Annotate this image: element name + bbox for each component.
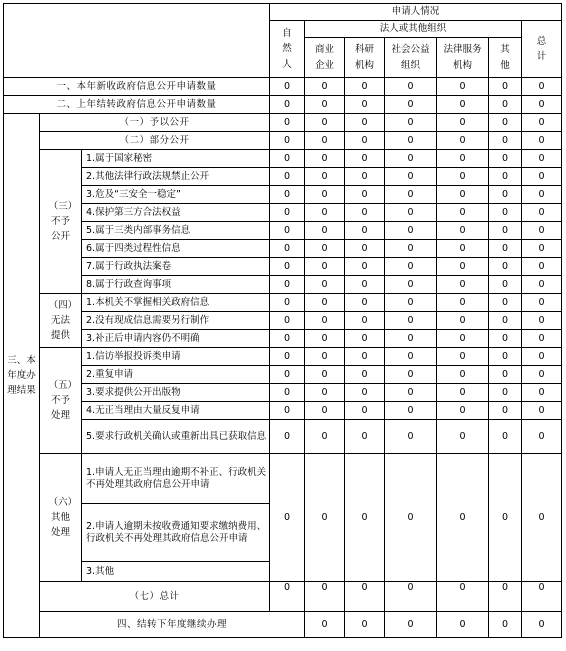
cell: 0 (345, 204, 385, 222)
cell: 0 (385, 132, 437, 150)
cell: 0 (489, 420, 522, 454)
cell: 0 (270, 454, 305, 582)
cell: 0 (345, 240, 385, 258)
cell: 0 (385, 582, 437, 612)
cell: 0 (489, 168, 522, 186)
row-label-s4: （四）无法提供 (40, 294, 82, 348)
cell: 0 (385, 312, 437, 330)
table-row (4, 330, 562, 348)
cell: 0 (385, 168, 437, 186)
cell: 0 (345, 402, 385, 420)
header-total: 总计 (522, 21, 562, 78)
table-row (4, 348, 562, 366)
cell: 0 (305, 204, 345, 222)
cell: 0 (385, 454, 437, 582)
cell: 0 (385, 384, 437, 402)
cell: 0 (305, 132, 345, 150)
cell: 0 (270, 168, 305, 186)
table-row (4, 276, 562, 294)
gov-info-disclosure-table (3, 3, 562, 638)
cell: 0 (305, 402, 345, 420)
cell: 0 (522, 294, 562, 312)
item-label: 4.保护第三方合法权益 (82, 204, 270, 222)
cell: 0 (437, 348, 489, 366)
cell: 0 (385, 294, 437, 312)
item-label: 2.其他法律行政法规禁止公开 (82, 168, 270, 186)
cell: 0 (345, 168, 385, 186)
cell: 0 (345, 582, 385, 612)
header-legal-type: 社会公益组织 (385, 38, 437, 78)
cell: 0 (522, 276, 562, 294)
cell: 0 (385, 402, 437, 420)
row-label-carried-over: 二、上年结转政府信息公开申请数量 (4, 96, 270, 114)
cell: 0 (345, 384, 385, 402)
cell: 0 (385, 366, 437, 384)
cell: 0 (345, 420, 385, 454)
header-blank (4, 4, 270, 78)
cell: 0 (522, 204, 562, 222)
cell: 0 (305, 114, 345, 132)
cell: 0 (270, 258, 305, 276)
cell: 0 (345, 348, 385, 366)
cell: 0 (305, 150, 345, 168)
cell: 0 (522, 402, 562, 420)
cell: 0 (522, 222, 562, 240)
cell: 0 (437, 222, 489, 240)
cell: 0 (437, 312, 489, 330)
cell: 0 (385, 222, 437, 240)
cell: 0 (437, 150, 489, 168)
cell: 0 (305, 276, 345, 294)
table-row (4, 186, 562, 204)
item-label: 3.危及“三安全一稳定” (82, 186, 270, 204)
header-legal-type: 法律服务机构 (437, 38, 489, 78)
cell: 0 (305, 384, 345, 402)
item-label: 4.无正当理由大量反复申请 (82, 402, 270, 420)
cell: 0 (489, 222, 522, 240)
cell: 0 (489, 258, 522, 276)
cell: 0 (437, 204, 489, 222)
cell: 0 (522, 258, 562, 276)
cell: 0 (522, 96, 562, 114)
cell: 0 (305, 78, 345, 96)
cell: 0 (270, 330, 305, 348)
item-label: 8.属于行政查询事项 (82, 276, 270, 294)
cell: 0 (385, 330, 437, 348)
cell: 0 (270, 366, 305, 384)
row-label-s3: （三）不予公开 (40, 150, 82, 294)
item-label: 1.属于国家秘密 (82, 150, 270, 168)
cell: 0 (345, 222, 385, 240)
item-label: 5.要求行政机关确认或重新出具已获取信息 (82, 420, 270, 454)
cell: 0 (345, 114, 385, 132)
cell: 0 (489, 312, 522, 330)
cell: 0 (522, 168, 562, 186)
cell: 0 (437, 330, 489, 348)
header-applicant: 申请人情况 (270, 4, 562, 21)
cell: 0 (522, 454, 562, 582)
cell: 0 (437, 240, 489, 258)
cell: 0 (305, 96, 345, 114)
cell: 0 (522, 612, 562, 638)
item-label: 2.申请人逾期未按收费通知要求缴纳费用、行政机关不再处理其政府信息公开申请 (82, 504, 270, 562)
cell: 0 (345, 312, 385, 330)
cell: 0 (437, 366, 489, 384)
cell: 0 (522, 420, 562, 454)
row-label-s1: （一）予以公开 (40, 114, 270, 132)
cell: 0 (489, 454, 522, 582)
cell: 0 (305, 582, 345, 612)
cell: 0 (489, 294, 522, 312)
cell: 0 (345, 366, 385, 384)
cell: 0 (385, 348, 437, 366)
cell: 0 (489, 348, 522, 366)
cell: 0 (345, 258, 385, 276)
header-legal-type: 科研机构 (345, 38, 385, 78)
cell: 0 (489, 402, 522, 420)
item-label: 1.申请人无正当理由逾期不补正、行政机关不再处理其政府信息公开申请 (82, 454, 270, 504)
cell: 0 (270, 312, 305, 330)
cell: 0 (270, 294, 305, 312)
cell: 0 (270, 348, 305, 366)
cell: 0 (385, 114, 437, 132)
cell: 0 (270, 204, 305, 222)
cell: 0 (385, 420, 437, 454)
row-label-results: 三、本年度办理结果 (4, 114, 40, 638)
cell: 0 (270, 150, 305, 168)
cell: 0 (305, 366, 345, 384)
cell: 0 (305, 222, 345, 240)
cell: 0 (489, 366, 522, 384)
cell: 0 (305, 258, 345, 276)
cell: 0 (385, 240, 437, 258)
cell: 0 (522, 330, 562, 348)
row-label-s6: （六）其他处理 (40, 454, 82, 582)
cell: 0 (522, 114, 562, 132)
cell: 0 (345, 454, 385, 582)
cell: 0 (522, 348, 562, 366)
table-row (4, 78, 562, 96)
cell: 0 (270, 402, 305, 420)
cell: 0 (489, 240, 522, 258)
cell: 0 (437, 420, 489, 454)
cell: 0 (345, 186, 385, 204)
row-label-next-year: 四、结转下年度继续办理 (40, 612, 305, 638)
cell: 0 (489, 612, 522, 638)
table-row (4, 366, 562, 384)
cell: 0 (437, 294, 489, 312)
row-label-s5: （五）不予处理 (40, 348, 82, 454)
cell: 0 (270, 132, 305, 150)
cell: 0 (305, 240, 345, 258)
cell: 0 (305, 348, 345, 366)
cell: 0 (270, 582, 305, 612)
table-row (4, 114, 562, 132)
cell: 0 (385, 78, 437, 96)
cell: 0 (385, 96, 437, 114)
item-label: 7.属于行政执法案卷 (82, 258, 270, 276)
cell: 0 (489, 582, 522, 612)
cell: 0 (345, 132, 385, 150)
table-row (4, 420, 562, 454)
cell: 0 (305, 330, 345, 348)
cell: 0 (522, 582, 562, 612)
cell: 0 (385, 186, 437, 204)
cell: 0 (522, 78, 562, 96)
cell: 0 (489, 276, 522, 294)
cell: 0 (522, 132, 562, 150)
row-label-s7: （七）总计 (40, 582, 270, 612)
header-legal-group: 法人或其他组织 (305, 21, 522, 38)
cell: 0 (270, 78, 305, 96)
cell: 0 (522, 186, 562, 204)
header-legal-type: 其他 (489, 38, 522, 78)
table-row (4, 150, 562, 168)
table-row (4, 582, 562, 612)
item-label: 6.属于四类过程性信息 (82, 240, 270, 258)
cell: 0 (437, 276, 489, 294)
cell: 0 (489, 78, 522, 96)
cell: 0 (385, 150, 437, 168)
cell: 0 (522, 240, 562, 258)
header-legal-type: 商业企业 (305, 38, 345, 78)
cell: 0 (437, 612, 489, 638)
cell: 0 (437, 132, 489, 150)
cell: 0 (270, 186, 305, 204)
row-label-new-requests: 一、本年新收政府信息公开申请数量 (4, 78, 270, 96)
cell: 0 (345, 78, 385, 96)
cell: 0 (270, 240, 305, 258)
table-row (4, 294, 562, 312)
cell: 0 (345, 96, 385, 114)
cell: 0 (522, 150, 562, 168)
table-row (4, 96, 562, 114)
cell: 0 (345, 150, 385, 168)
cell: 0 (437, 258, 489, 276)
cell: 0 (522, 366, 562, 384)
cell: 0 (345, 294, 385, 312)
cell: 0 (385, 612, 437, 638)
table-row (4, 312, 562, 330)
table-row (4, 384, 562, 402)
cell: 0 (305, 312, 345, 330)
item-label: 3.要求提供公开出版物 (82, 384, 270, 402)
table-row (4, 168, 562, 186)
table-row (4, 612, 562, 638)
cell: 0 (489, 186, 522, 204)
cell: 0 (345, 276, 385, 294)
item-label: 2.重复申请 (82, 366, 270, 384)
cell: 0 (489, 132, 522, 150)
cell: 0 (270, 96, 305, 114)
cell: 0 (489, 384, 522, 402)
cell: 0 (270, 276, 305, 294)
cell: 0 (385, 258, 437, 276)
cell: 0 (522, 312, 562, 330)
table-row (4, 454, 562, 504)
table-row (4, 132, 562, 150)
cell: 0 (305, 168, 345, 186)
cell: 0 (437, 96, 489, 114)
cell: 0 (437, 454, 489, 582)
cell: 0 (489, 114, 522, 132)
cell: 0 (305, 186, 345, 204)
cell: 0 (489, 150, 522, 168)
cell: 0 (522, 384, 562, 402)
cell: 0 (437, 186, 489, 204)
cell: 0 (305, 294, 345, 312)
cell: 0 (270, 384, 305, 402)
row-label-s2: （二）部分公开 (40, 132, 270, 150)
cell: 0 (270, 222, 305, 240)
cell: 0 (489, 204, 522, 222)
cell: 0 (437, 582, 489, 612)
cell: 0 (385, 276, 437, 294)
item-label: 3.其他 (82, 562, 270, 582)
cell: 0 (437, 384, 489, 402)
cell: 0 (437, 114, 489, 132)
cell: 0 (437, 402, 489, 420)
cell: 0 (305, 454, 345, 582)
cell: 0 (270, 114, 305, 132)
cell: 0 (385, 204, 437, 222)
table-row (4, 240, 562, 258)
item-label: 2.没有现成信息需要另行制作 (82, 312, 270, 330)
cell: 0 (345, 612, 385, 638)
cell: 0 (489, 330, 522, 348)
item-label: 3.补正后申请内容仍不明确 (82, 330, 270, 348)
table-row (4, 402, 562, 420)
cell: 0 (270, 420, 305, 454)
cell: 0 (437, 168, 489, 186)
cell: 0 (437, 78, 489, 96)
item-label: 5.属于三类内部事务信息 (82, 222, 270, 240)
table-row (4, 258, 562, 276)
table-row (4, 204, 562, 222)
header-natural-person: 自然人 (270, 21, 305, 78)
item-label: 1.信访举报投诉类申请 (82, 348, 270, 366)
table-row (4, 222, 562, 240)
cell: 0 (489, 96, 522, 114)
item-label: 1.本机关不掌握相关政府信息 (82, 294, 270, 312)
cell: 0 (305, 612, 345, 638)
cell: 0 (305, 420, 345, 454)
cell: 0 (345, 330, 385, 348)
